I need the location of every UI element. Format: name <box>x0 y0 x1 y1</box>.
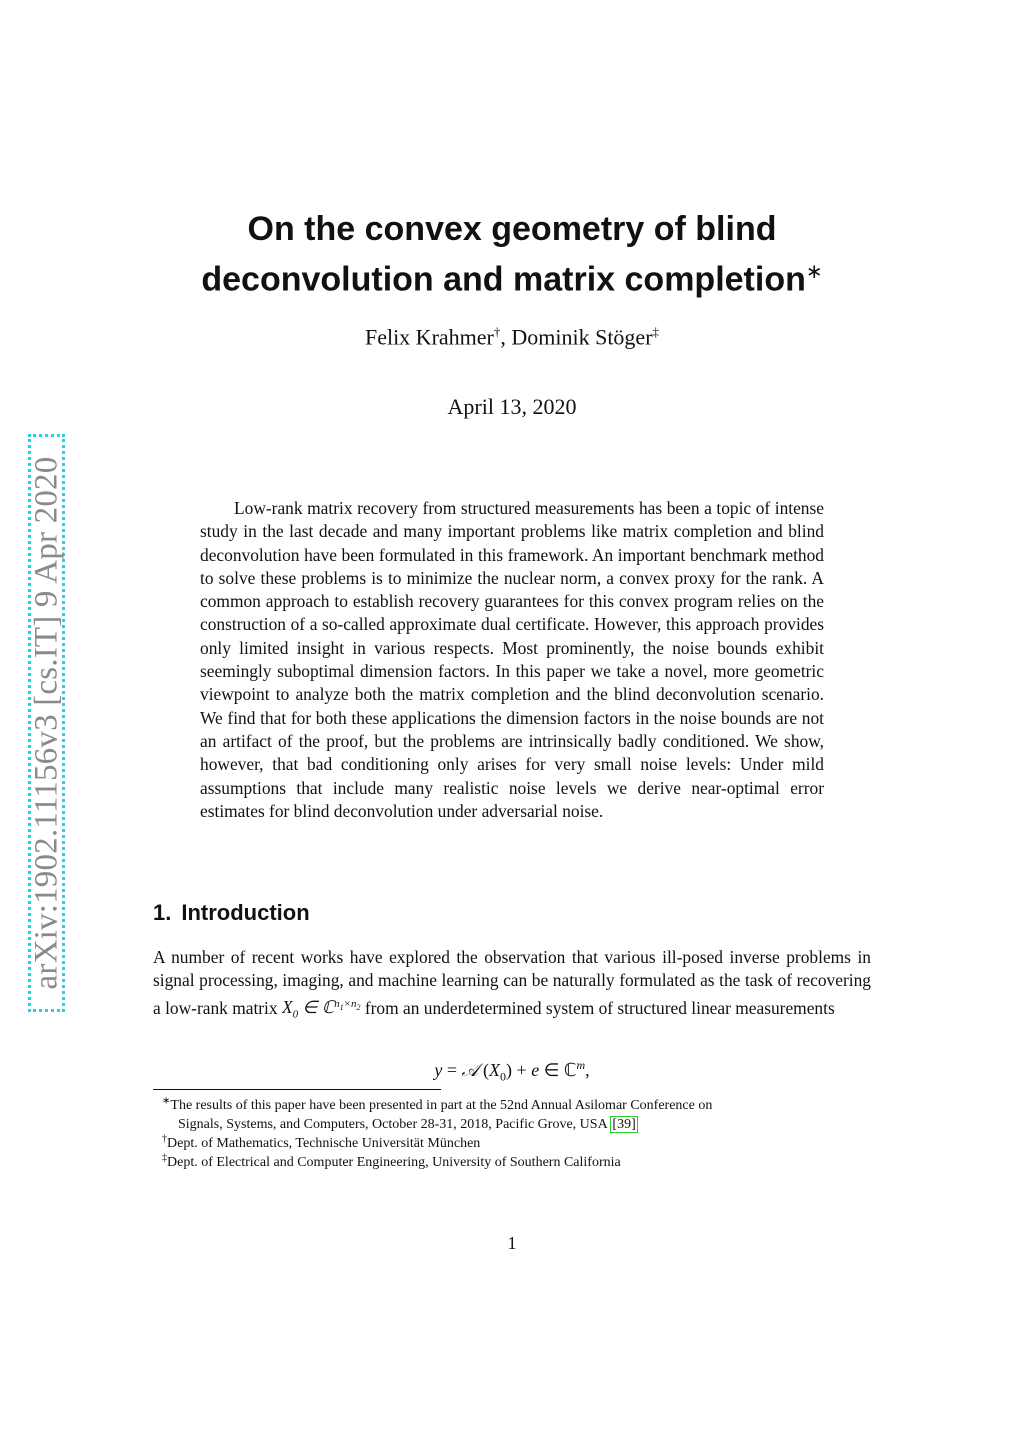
title-line-1: On the convex geometry of blind <box>247 210 777 248</box>
author-krahmer-mark[interactable]: † <box>493 324 501 339</box>
abstract: Low-rank matrix recovery from structured measurements has been a topic of intense study in the last decade and many important problems like matrix completion and blind deconvolution have been formulated in this framework. An important benchmark method to solve these problems is to minimize the nuclear norm, a convex proxy for the rank. A common approach to establish recovery guarantees for this convex program relies on the construction of a so-called approximate dual certificate. However, this approach provides only limited insight in various respects. Most prominently, the noise bounds exhibit seemingly suboptimal dimension factors. In this paper we take a novel, more geometric viewpoint to analyze both the matrix completion and the blind deconvolution scenario. We find that for both these applications the dimension factors in the noise bounds are not an artifact of the proof, but the problems are intrinsically badly conditioned. We show, however, that bad conditioning only arises for very small noise levels: Under mild assumptions that include many realistic noise levels we derive near-optimal error estimates for blind deconvolution under adversarial noise. <box>200 498 824 821</box>
measurement-equation: y = 𝒜 $(X_0) + e$ ∈ ℂ$^m$, <box>434 1058 590 1084</box>
title-line-2: deconvolution and matrix completion <box>201 260 806 299</box>
footnote-2-text: Dept. of Mathematics, Technische Universität München <box>167 1136 481 1151</box>
paper-title <box>150 208 874 301</box>
footnote-1 <box>162 1096 874 1115</box>
publication-date: April 13, 2020 <box>447 394 577 419</box>
section-title: Introduction <box>181 900 310 925</box>
footnote-1-continued <box>162 1115 874 1134</box>
arxiv-stamp <box>28 434 65 1012</box>
footnote-1-cont-text: Signals, Systems, and Computers, October 28-31, 2018, Pacific Grove, USA <box>178 1117 611 1132</box>
intro-text-after: from an underdetermined system of structured linear measurements <box>360 997 835 1018</box>
footnote-1-mark: ∗ <box>162 1095 171 1107</box>
author-stoeger-mark[interactable]: ‡ <box>652 324 660 339</box>
intro-text-before: A number of recent works have explored the observation that various ill-posed inverse problems in signal processing, imaging, and machine learning can be naturally formulated as the task of recovering a low-rank matrix <box>153 947 871 1018</box>
footnote-1-text: The results of this paper have been presented in part at the 52nd Annual Asilomar Conference on <box>170 1098 713 1113</box>
page-number: 1 <box>507 1233 517 1253</box>
footnote-3-text: Dept. of Electrical and Computer Engineering, University of Southern California <box>167 1155 621 1170</box>
arxiv-identifier: arXiv:1902.11156v3 [cs.IT] 9 Apr 2020 <box>28 456 64 990</box>
footnote-2 <box>162 1134 874 1153</box>
footnote-3-mark: ‡ <box>162 1152 167 1164</box>
footnotes <box>162 1096 874 1172</box>
intro-paragraph <box>153 946 871 1027</box>
section-heading-introduction <box>153 900 310 926</box>
section-number: 1. <box>153 900 172 925</box>
footnote-2-mark: † <box>162 1133 167 1145</box>
inline-math-x0: $X_0$ ∈ ℂ$^{n_1\times n_2}$ <box>281 997 361 1021</box>
author-krahmer: Felix Krahmer <box>364 324 494 350</box>
title-footnote-mark[interactable]: ∗ <box>805 261 823 283</box>
footnote-3 <box>162 1153 874 1172</box>
footnote-divider <box>153 1089 441 1090</box>
citation-link-39[interactable]: [39] <box>612 1117 636 1132</box>
author-list: Felix Krahmer†, Dominik Stöger‡ <box>364 324 660 350</box>
author-stoeger: Dominik Stöger <box>511 324 653 350</box>
